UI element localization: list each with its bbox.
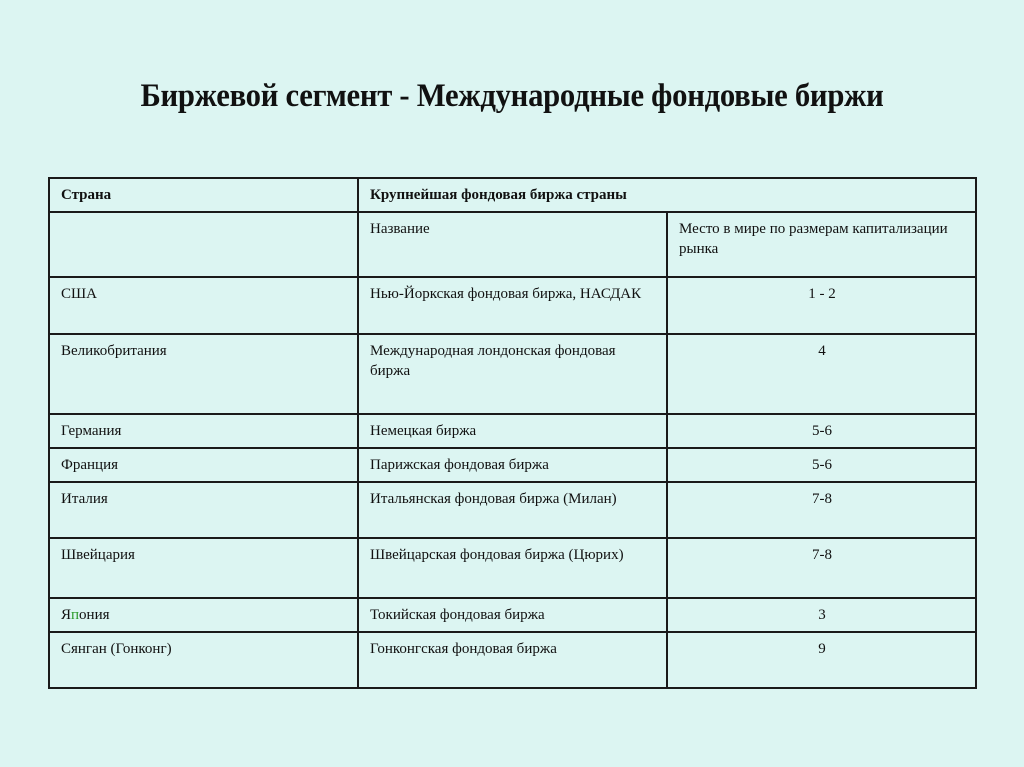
table-row [49, 414, 976, 448]
rank-cell: 4 [667, 334, 976, 414]
subheader-empty [49, 212, 358, 277]
exchange-cell: Швейцарская фондовая биржа (Цюрих) [358, 538, 667, 598]
subheader-row [49, 212, 976, 277]
rank-cell: 5-6 [667, 448, 976, 482]
country-cell: Швейцария [49, 538, 358, 598]
country-cell: Германия [49, 414, 358, 448]
subheader-name: Название [358, 212, 667, 277]
subheader-rank: Место в мире по размерам капитализации рынка [667, 212, 976, 277]
exchange-cell: Токийская фондовая биржа [358, 598, 667, 632]
country-cell [49, 598, 358, 632]
exchange-cell: Нью-Йоркская фондовая биржа, НАСДАК [358, 277, 667, 334]
table-row [49, 632, 976, 688]
rank-cell: 7-8 [667, 538, 976, 598]
rank-cell: 3 [667, 598, 976, 632]
table-row [49, 334, 976, 414]
table-row [49, 277, 976, 334]
country-cell: США [49, 277, 358, 334]
stock-exchanges-table [48, 177, 977, 689]
exchange-cell: Гонконгская фондовая биржа [358, 632, 667, 688]
exchange-cell: Немецкая биржа [358, 414, 667, 448]
country-cell: Италия [49, 482, 358, 538]
country-part: Я [61, 607, 72, 623]
rank-cell: 5-6 [667, 414, 976, 448]
country-cell: Франция [49, 448, 358, 482]
country-part-highlight: п [71, 607, 80, 623]
country-cell: Сянган (Гонконг) [49, 632, 358, 688]
country-part: ония [79, 607, 110, 623]
header-largest-exchange: Крупнейшая фондовая биржа страны [358, 178, 976, 212]
country-cell: Великобритания [49, 334, 358, 414]
header-country: Страна [49, 178, 358, 212]
table-row [49, 538, 976, 598]
rank-cell: 9 [667, 632, 976, 688]
exchange-cell: Итальянская фондовая биржа (Милан) [358, 482, 667, 538]
table-row [49, 598, 976, 632]
exchange-cell: Международная лондонская фондовая биржа [358, 334, 667, 414]
exchange-cell: Парижская фондовая биржа [358, 448, 667, 482]
table-row [49, 482, 976, 538]
rank-cell: 1 - 2 [667, 277, 976, 334]
header-row [49, 178, 976, 212]
rank-cell: 7-8 [667, 482, 976, 538]
slide-title: Биржевой сегмент - Международные фондовые биржи [140, 78, 884, 114]
table-row [49, 448, 976, 482]
